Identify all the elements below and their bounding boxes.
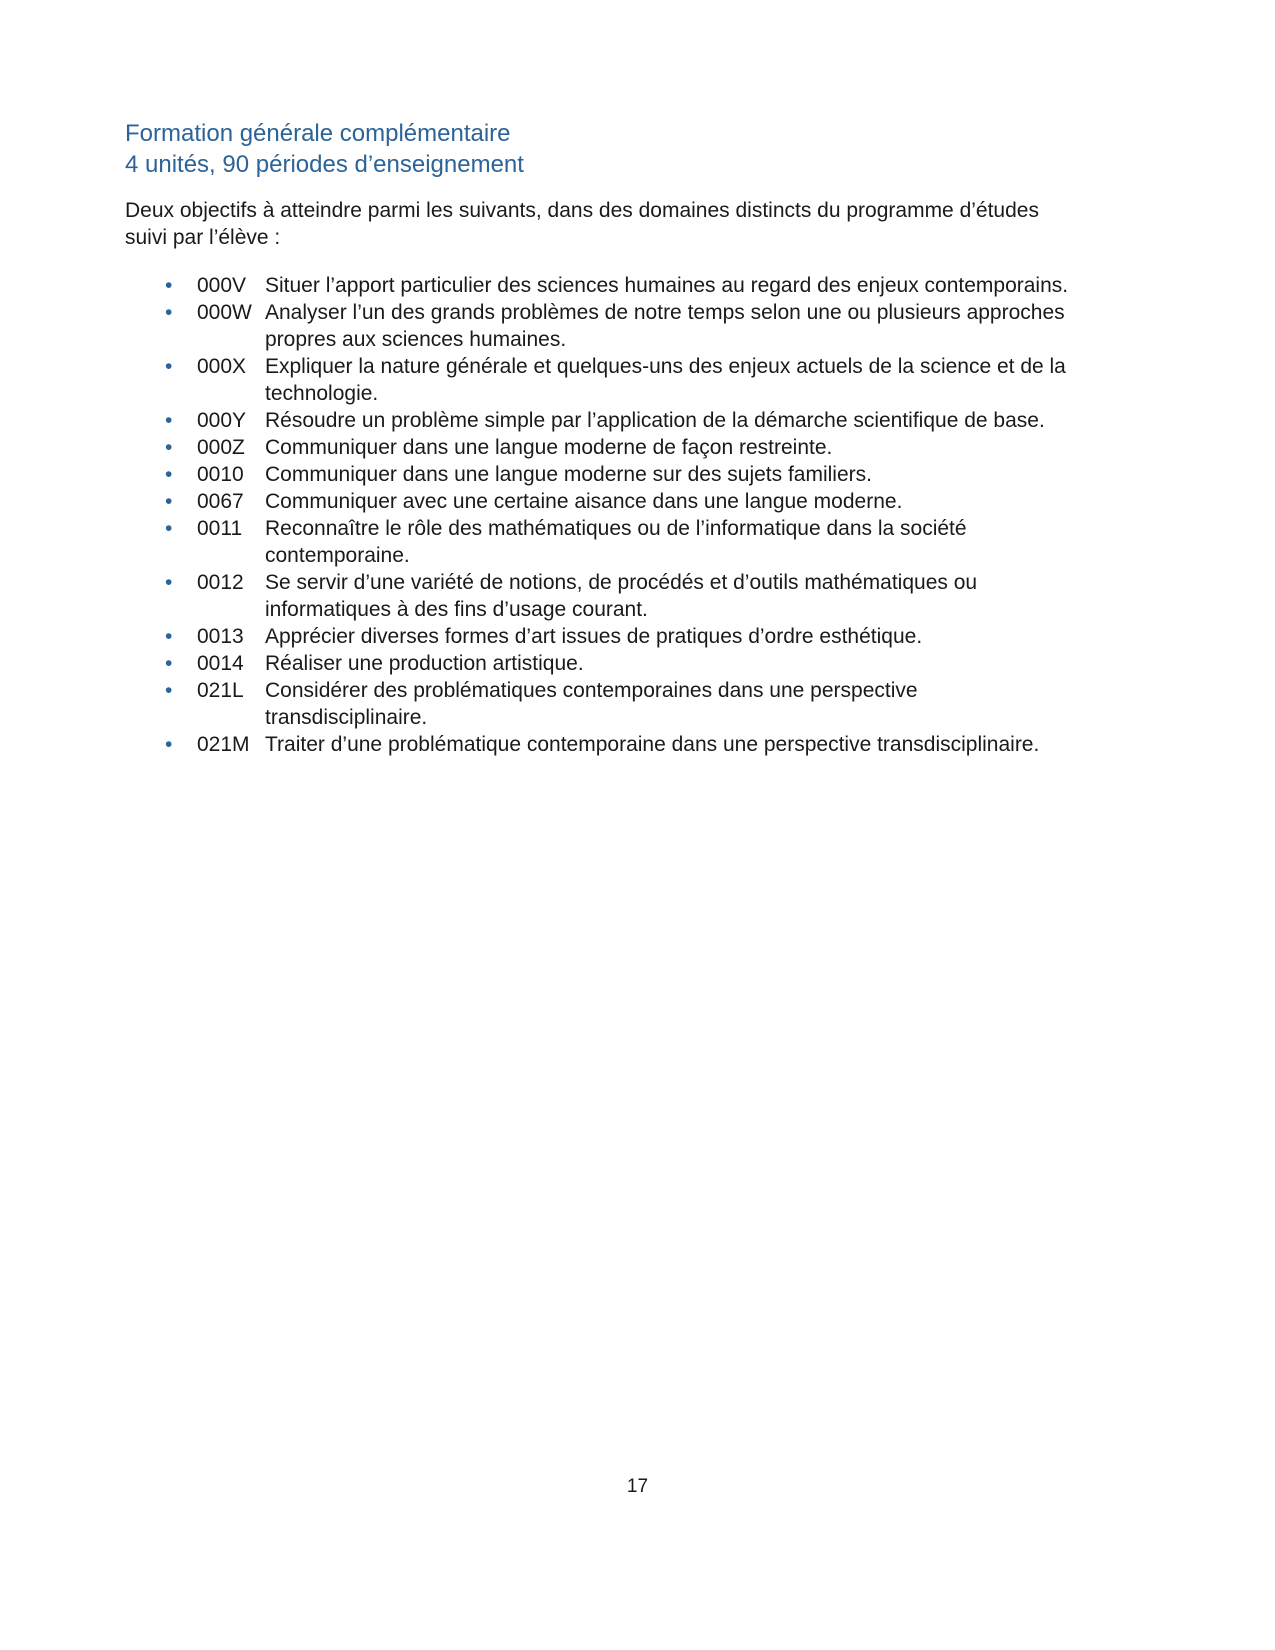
bullet-icon: • <box>165 625 173 648</box>
bullet-icon: • <box>165 733 173 756</box>
objective-item <box>125 434 1083 461</box>
objective-code: 0013 <box>197 625 244 648</box>
objective-code: 0012 <box>197 571 244 594</box>
bullet-icon: • <box>165 517 173 540</box>
bullet-icon: • <box>165 463 173 486</box>
objective-code: 000W <box>197 301 252 324</box>
intro-paragraph: Deux objectifs à atteindre parmi les suivants, dans des domaines distincts du programme d’études suivi par l’élève : <box>125 199 1039 249</box>
objective-item <box>125 299 1083 353</box>
bullet-icon: • <box>165 355 173 378</box>
objective-code: 000V <box>197 274 247 297</box>
objective-text: Réaliser une production artistique. <box>265 652 584 675</box>
objective-code: 0010 <box>197 463 244 486</box>
bullet-icon: • <box>165 652 173 675</box>
objective-code: 000Y <box>197 409 247 432</box>
objective-text: Expliquer la nature générale et quelques-uns des enjeux actuels de la science et de la technologie. <box>265 355 1066 405</box>
objective-item <box>125 488 1083 515</box>
page-content <box>125 118 1083 758</box>
page-number: 17 <box>626 1476 649 1497</box>
objective-code: 021M <box>197 733 250 756</box>
objective-code: 000X <box>197 355 247 378</box>
bullet-icon: • <box>165 301 173 324</box>
section-heading <box>125 118 1083 180</box>
objective-item <box>125 677 1083 731</box>
objectives-list <box>125 272 1083 758</box>
objective-item <box>125 623 1083 650</box>
objective-text: Communiquer dans une langue moderne sur des sujets familiers. <box>265 463 872 486</box>
section-heading-line1: Formation générale complémentaire <box>125 120 511 147</box>
bullet-icon: • <box>165 436 173 459</box>
objective-text: Analyser l’un des grands problèmes de notre temps selon une ou plusieurs approches propres aux sciences humaines. <box>265 301 1065 351</box>
objective-item <box>125 407 1083 434</box>
objective-code: 021L <box>197 679 244 702</box>
objective-text: Reconnaître le rôle des mathématiques ou de l’informatique dans la société contemporaine. <box>265 517 967 567</box>
objective-code: 000Z <box>197 436 245 459</box>
bullet-icon: • <box>165 409 173 432</box>
objective-item <box>125 353 1083 407</box>
objective-text: Se servir d’une variété de notions, de procédés et d’outils mathématiques ou informatiques à des fins d’usage courant. <box>265 571 978 621</box>
objective-text: Apprécier diverses formes d’art issues de pratiques d’ordre esthétique. <box>265 625 923 648</box>
objective-text: Considérer des problématiques contemporaines dans une perspective transdisciplinaire. <box>265 679 918 729</box>
objective-item <box>125 731 1083 758</box>
section-heading-line2: 4 unités, 90 périodes d’enseignement <box>125 151 524 178</box>
objective-code: 0014 <box>197 652 244 675</box>
objective-item <box>125 569 1083 623</box>
objective-text: Communiquer dans une langue moderne de façon restreinte. <box>265 436 833 459</box>
objective-text: Traiter d’une problématique contemporaine dans une perspective transdisciplinaire. <box>265 733 1040 756</box>
bullet-icon: • <box>165 571 173 594</box>
objective-text: Communiquer avec une certaine aisance dans une langue moderne. <box>265 490 903 513</box>
objective-code: 0011 <box>197 517 243 540</box>
objective-item <box>125 272 1083 299</box>
bullet-icon: • <box>165 679 173 702</box>
objective-item <box>125 650 1083 677</box>
bullet-icon: • <box>165 490 173 513</box>
objective-item <box>125 461 1083 488</box>
objective-item <box>125 515 1083 569</box>
bullet-icon: • <box>165 274 173 297</box>
objective-code: 0067 <box>197 490 244 513</box>
objective-text: Résoudre un problème simple par l’application de la démarche scientifique de base. <box>265 409 1045 432</box>
objective-text: Situer l’apport particulier des sciences humaines au regard des enjeux contemporains. <box>265 274 1069 297</box>
